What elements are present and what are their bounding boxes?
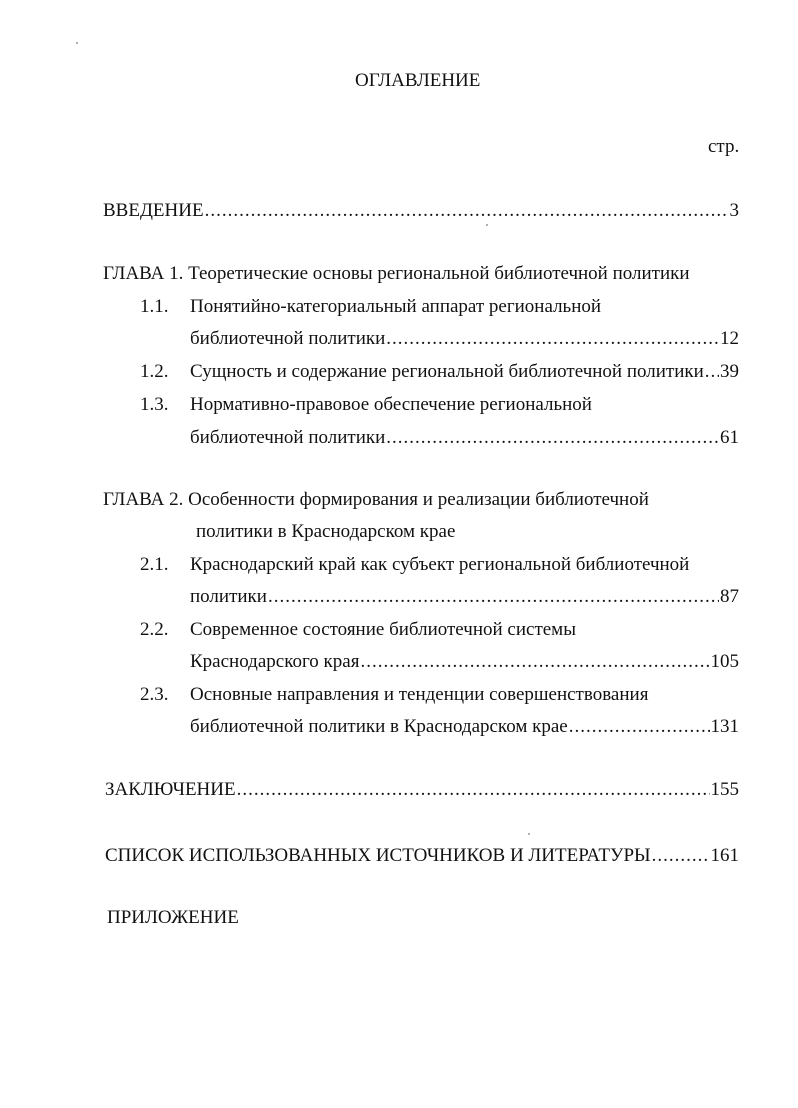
toc-entry-page: 87 [720,586,739,607]
section-title[interactable]: Краснодарский край как субъект региональной библиотечной [190,554,690,575]
toc-entry-label: политики [190,586,267,607]
toc-entry-label: библиотечной политики [190,328,386,349]
section-number: 2.1. [140,554,169,575]
section-title[interactable]: Понятийно-категориальный аппарат региональной [190,296,602,317]
section-title[interactable]: Современное состояние библиотечной системы [190,619,576,640]
toc-entry-page: 161 [710,845,739,866]
toc-entry-label: библиотечной политики [190,427,386,448]
page-column-header: стр. [708,136,740,157]
chapter-2-title-continued[interactable]: политики в Краснодарском крае [196,521,456,542]
toc-entry-2-1[interactable] [190,587,739,606]
toc-entry-appendix[interactable]: ПРИЛОЖЕНИЕ [107,907,239,928]
toc-entry-label: библиотечной политики в Краснодарском крае [190,716,568,737]
section-number: 1.3. [140,394,169,415]
leader-dots [705,362,719,381]
chapter-2-title[interactable]: ГЛАВА 2. Особенности формирования и реализации библиотечной [103,489,649,510]
toc-entry-1-3[interactable] [190,428,739,447]
section-number: 2.3. [140,684,169,705]
toc-entry-2-3[interactable] [190,717,739,736]
toc-entry-page: 12 [720,328,739,349]
section-number: 1.2. [140,361,169,382]
toc-entry-label: СПИСОК ИСПОЛЬЗОВАННЫХ ИСТОЧНИКОВ И ЛИТЕРАТУРЫ [105,845,651,866]
toc-entry-1-1[interactable] [190,329,739,348]
toc-entry-intro[interactable] [103,201,739,220]
scan-speck [528,833,530,835]
toc-entry-label: ВВЕДЕНИЕ [103,200,204,221]
leader-dots [569,717,710,736]
leader-dots [652,846,710,865]
toc-entry-page: 105 [710,651,739,672]
toc-entry-page: 39 [720,361,739,382]
toc-entry-label: Краснодарского края [190,651,360,672]
leader-dots [386,329,719,348]
section-number: 2.2. [140,619,169,640]
toc-entry-1-2[interactable] [190,362,739,381]
leader-dots [205,201,729,220]
section-title[interactable]: Основные направления и тенденции совершенствования [190,684,649,705]
scan-speck [486,224,488,226]
page-title: ОГЛАВЛЕНИЕ [355,70,481,91]
toc-entry-sources[interactable] [105,846,739,865]
section-title[interactable]: Нормативно-правовое обеспечение региональной [190,394,592,415]
leader-dots [386,428,719,447]
toc-entry-conclusion[interactable] [105,780,739,799]
scan-speck [76,42,78,44]
toc-entry-page: 61 [720,427,739,448]
leader-dots [360,652,709,671]
toc-entry-page: 155 [710,779,739,800]
toc-entry-page: 3 [729,200,739,221]
chapter-1-title[interactable]: ГЛАВА 1. Теоретические основы региональной библиотечной политики [103,263,690,284]
toc-entry-2-2[interactable] [190,652,739,671]
leader-dots [268,587,719,606]
toc-entry-label: ЗАКЛЮЧЕНИЕ [105,779,236,800]
toc-entry-label: Сущность и содержание региональной библиотечной политики [190,361,704,382]
toc-entry-page: 131 [710,716,739,737]
leader-dots [237,780,710,799]
section-number: 1.1. [140,296,169,317]
